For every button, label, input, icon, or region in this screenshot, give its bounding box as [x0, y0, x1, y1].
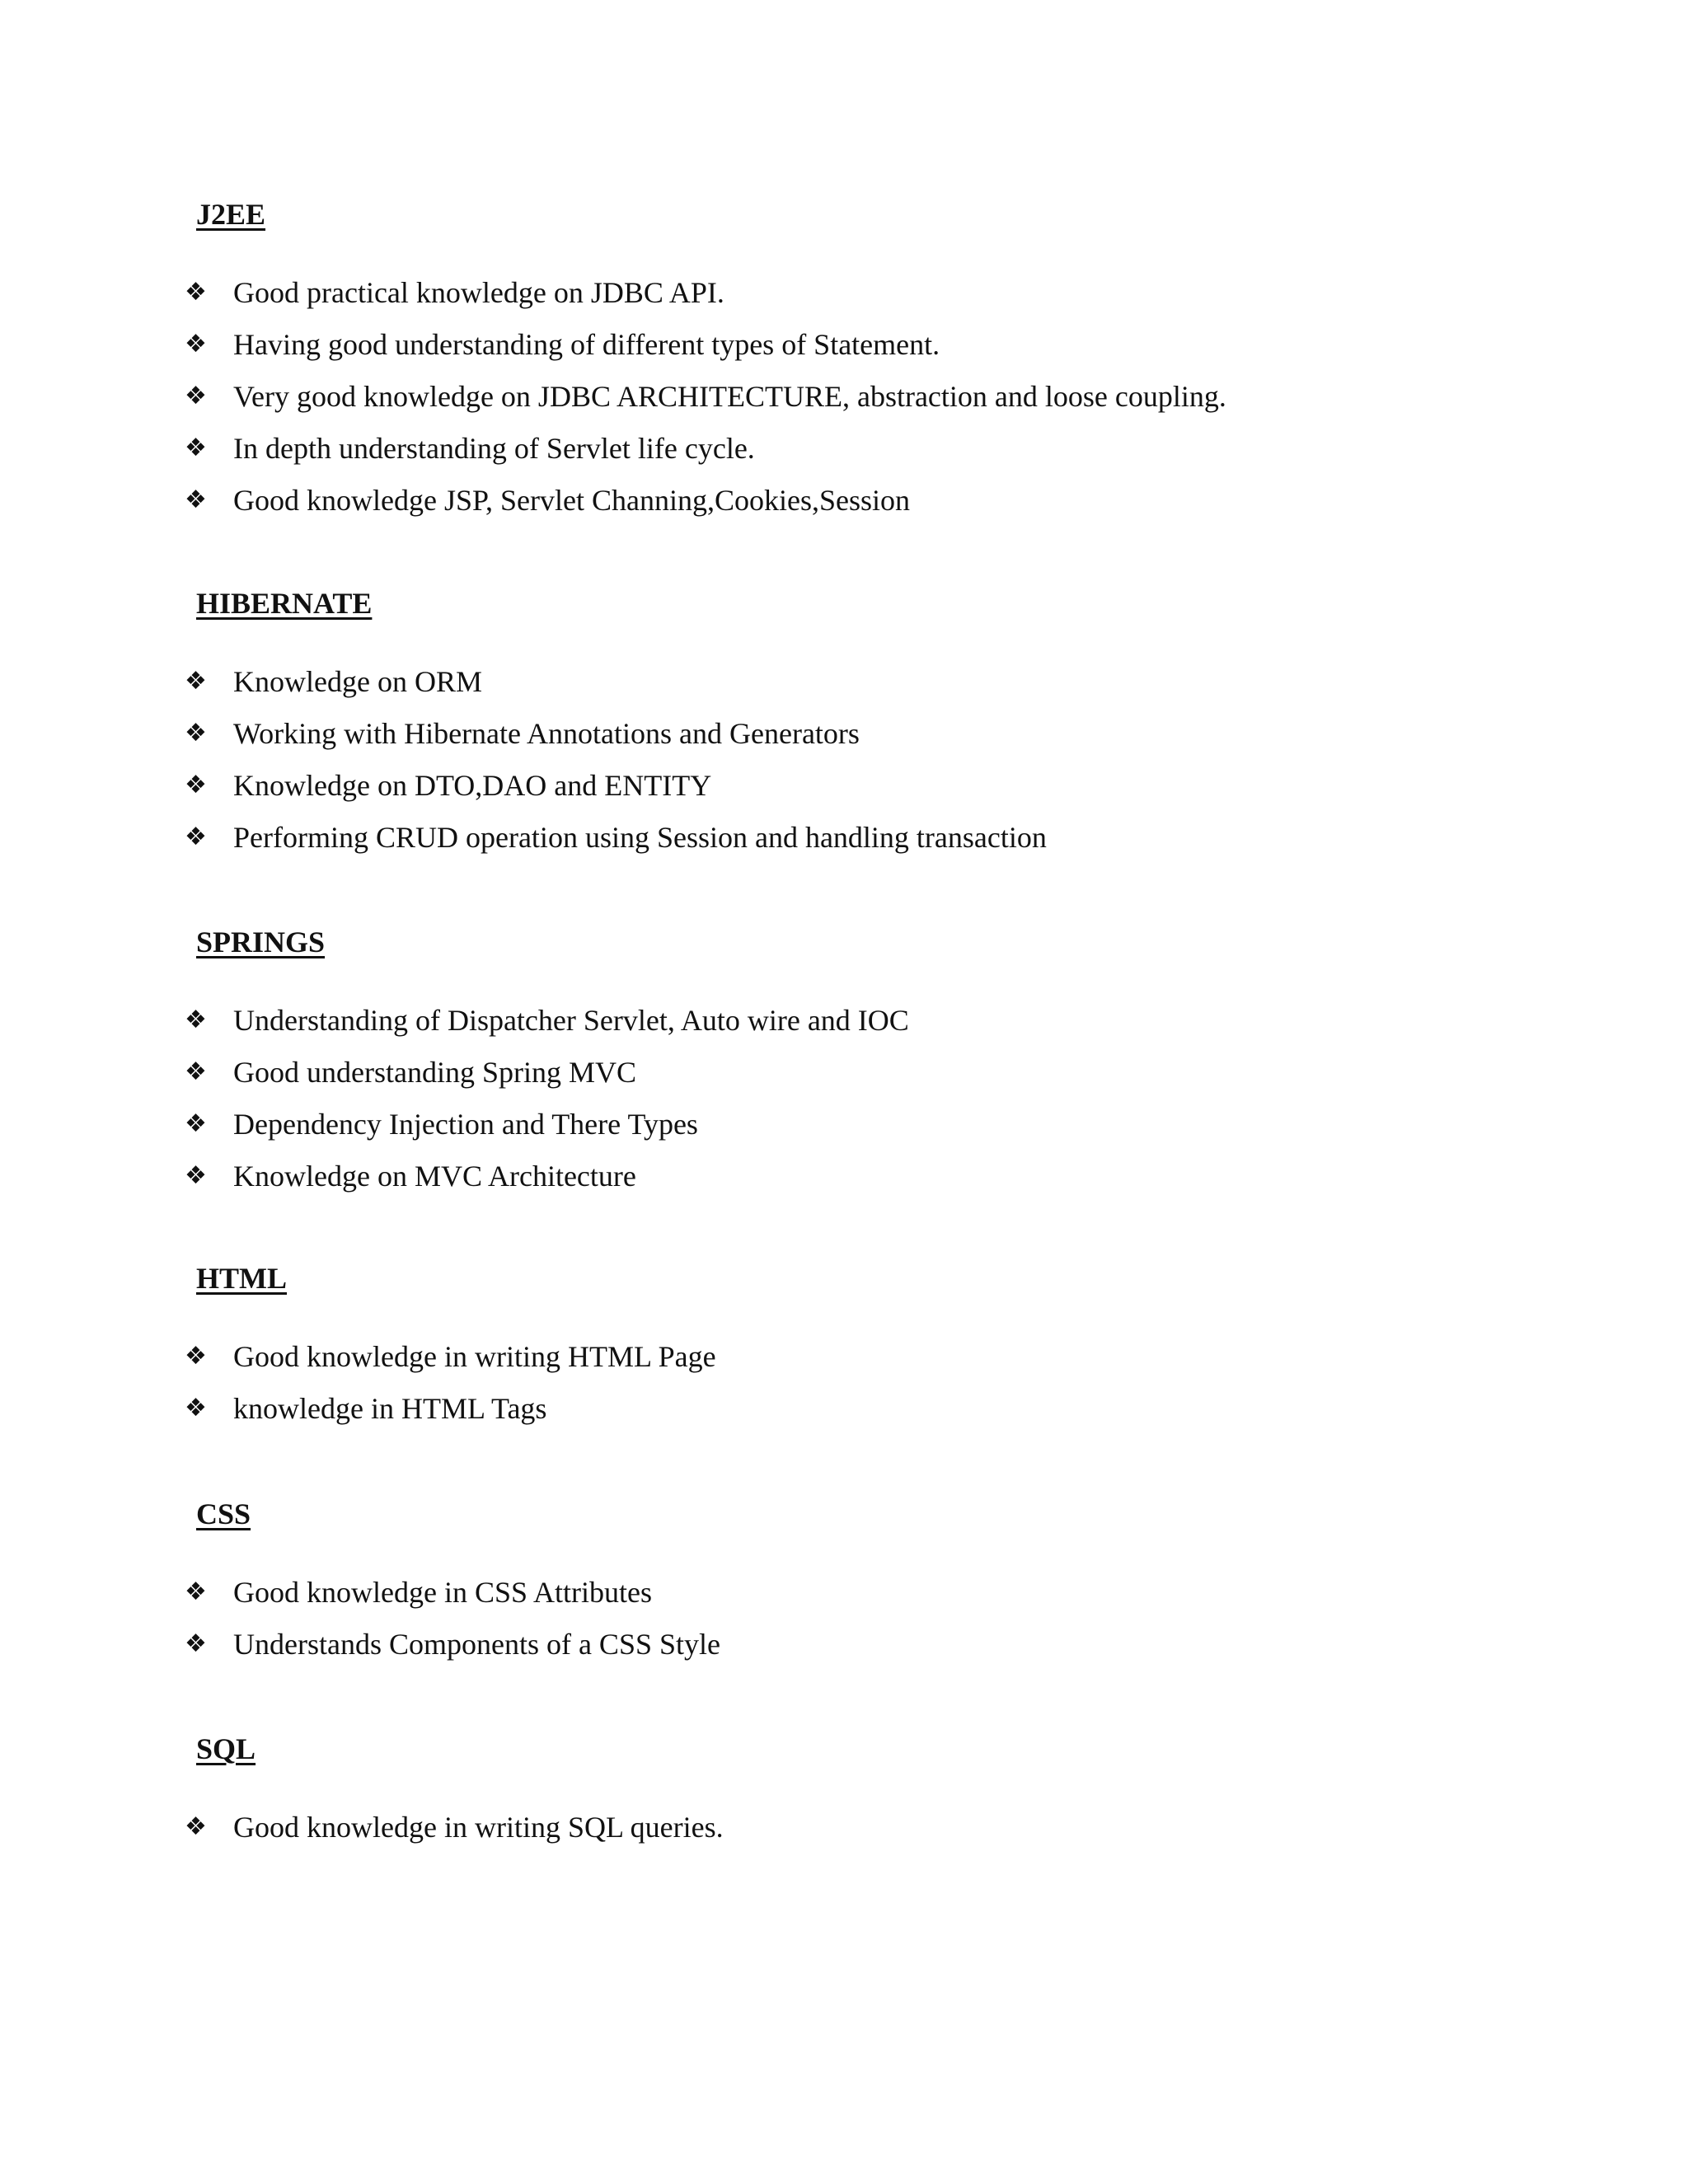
list-item-text: Good knowledge in CSS Attributes — [233, 1576, 653, 1609]
four-diamond-bullet-icon: ❖ — [185, 1629, 207, 1658]
list-item — [0, 1054, 1688, 1106]
list-item-text: Good practical knowledge on JDBC API. — [233, 276, 724, 309]
list-item — [0, 1158, 1688, 1210]
list-item-text: Knowledge on ORM — [233, 665, 482, 698]
list-item-text: Having good understanding of different types of Statement. — [233, 328, 940, 361]
list-item-text: Knowledge on MVC Architecture — [233, 1160, 636, 1193]
four-diamond-bullet-icon: ❖ — [185, 1161, 207, 1190]
list-item — [0, 482, 1688, 534]
four-diamond-bullet-icon: ❖ — [185, 1005, 207, 1034]
four-diamond-bullet-icon: ❖ — [185, 667, 207, 696]
four-diamond-bullet-icon: ❖ — [185, 278, 207, 307]
list-item — [0, 715, 1688, 767]
list-item-text: Knowledge on DTO,DAO and ENTITY — [233, 769, 712, 802]
list-item-text: knowledge in HTML Tags — [233, 1392, 547, 1425]
four-diamond-bullet-icon: ❖ — [185, 1394, 207, 1422]
list-item-text: Good knowledge JSP, Servlet Channing,Cookies,Session — [233, 484, 911, 517]
list-item — [0, 1626, 1688, 1678]
section-heading: SQL — [196, 1732, 256, 1765]
section-heading: HIBERNATE — [196, 587, 373, 620]
four-diamond-bullet-icon: ❖ — [185, 719, 207, 748]
bullet-list — [0, 1574, 1688, 1678]
list-item-text: Understands Components of a CSS Style — [233, 1628, 720, 1661]
four-diamond-bullet-icon: ❖ — [185, 485, 207, 514]
list-item — [0, 819, 1688, 871]
four-diamond-bullet-icon: ❖ — [185, 823, 207, 851]
section-heading: J2EE — [196, 198, 266, 231]
four-diamond-bullet-icon: ❖ — [185, 771, 207, 799]
four-diamond-bullet-icon: ❖ — [185, 382, 207, 410]
list-item — [0, 378, 1688, 430]
list-item-text: Working with Hibernate Annotations and Generators — [233, 717, 860, 750]
list-item-text: Very good knowledge on JDBC ARCHITECTURE, abstraction and loose coupling. — [233, 380, 1226, 413]
four-diamond-bullet-icon: ❖ — [185, 1812, 207, 1841]
list-item — [0, 1574, 1688, 1626]
four-diamond-bullet-icon: ❖ — [185, 1057, 207, 1086]
section-heading: CSS — [196, 1497, 251, 1530]
four-diamond-bullet-icon: ❖ — [185, 1109, 207, 1138]
four-diamond-bullet-icon: ❖ — [185, 434, 207, 462]
list-item — [0, 1390, 1688, 1442]
section-heading: HTML — [196, 1262, 288, 1295]
list-item — [0, 1338, 1688, 1390]
list-item — [0, 1809, 1688, 1861]
bullet-list — [0, 1002, 1688, 1210]
list-item — [0, 663, 1688, 715]
section-heading: SPRINGS — [196, 926, 326, 958]
list-item — [0, 1106, 1688, 1158]
bullet-list — [0, 663, 1688, 871]
list-item-text: Good understanding Spring MVC — [233, 1056, 636, 1089]
bullet-list — [0, 1809, 1688, 1861]
four-diamond-bullet-icon: ❖ — [185, 1577, 207, 1606]
bullet-list — [0, 274, 1688, 534]
list-item — [0, 274, 1688, 326]
list-item-text: Good knowledge in writing HTML Page — [233, 1340, 716, 1373]
list-item-text: Dependency Injection and There Types — [233, 1108, 698, 1141]
list-item — [0, 326, 1688, 378]
bullet-list — [0, 1338, 1688, 1442]
list-item-text: Performing CRUD operation using Session and handling transaction — [233, 821, 1047, 854]
four-diamond-bullet-icon: ❖ — [185, 1342, 207, 1371]
list-item — [0, 430, 1688, 482]
list-item-text: Understanding of Dispatcher Servlet, Auto wire and IOC — [233, 1004, 909, 1037]
list-item-text: In depth understanding of Servlet life cycle. — [233, 432, 755, 465]
list-item — [0, 1002, 1688, 1054]
four-diamond-bullet-icon: ❖ — [185, 330, 207, 359]
list-item-text: Good knowledge in writing SQL queries. — [233, 1811, 724, 1844]
list-item — [0, 767, 1688, 819]
